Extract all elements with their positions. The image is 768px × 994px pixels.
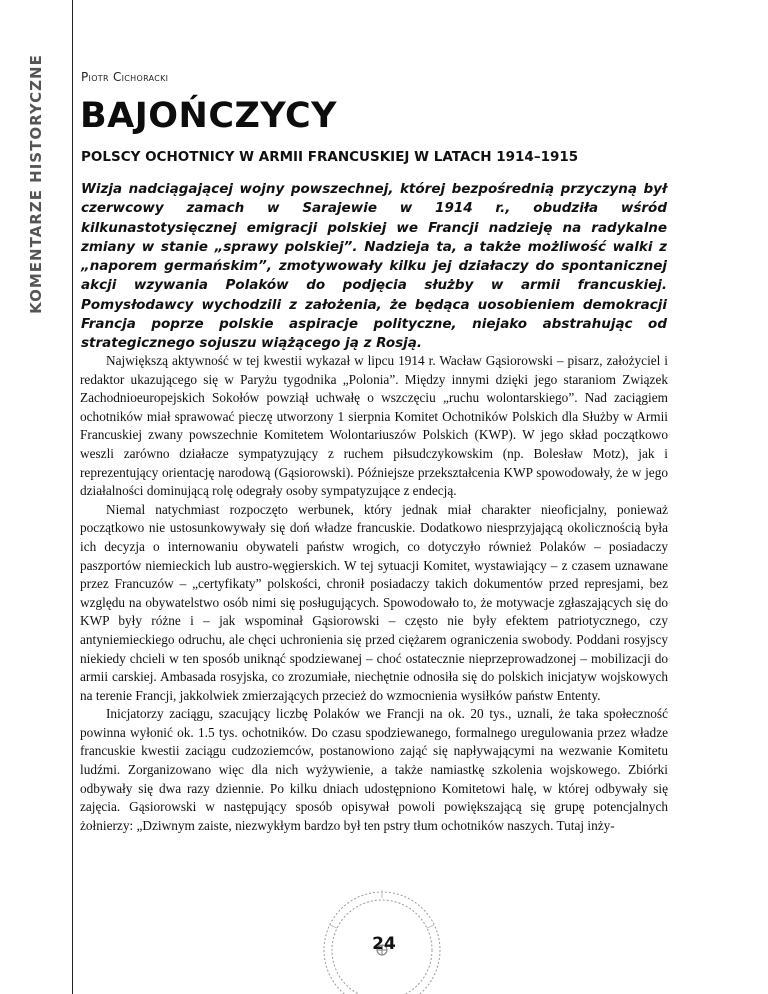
rail-divider <box>72 0 73 994</box>
body-paragraph: Niemal natychmiast rozpoczęto werbunek, który jednak miał charakter nieoficjalny, ponieważ początkowo nie ustosunkowywały się doń władze francuskie. Dodatkowo niesprzyjającą okolicznością była ich decyzja o internowaniu obywateli państw wrogich, co dotyczyło również Polaków – posiadaczy paszportów niemieckich lub austro-węgierskich. W tej sytuacji Komitet, wystawiający – z czasem uznawane przez Francuzów – „certyfikaty” polskości, chronił posiadaczy takich dokumentów przed represjami, bez względu na obywatelstwo osób nimi się posługujących. Spowodowało to, że motywacje zgłaszających się do KWP były różne i – jak wspominał Gąsiorowski – często nie były efektem patriotycznego, czy antyniemieckiego odruchu, ale chęci uchronienia się przed ciężarem ograniczenia swobody. Poddani rosyjscy niekiedy chcieli w ten sposób uniknąć spodziewanej – choć ostatecznie nieprzeprowadzonej – mobilizacji do armii carskiej. Ambasada rosyjska, co zrozumiałe, niechętnie odnosiła się do polskich inicjatyw wojskowych na terenie Francji, jakkolwiek zmierzających przecież do wzmocnienia wysiłków państw Ententy. <box>80 501 668 703</box>
body-paragraph: Największą aktywność w tej kwestii wykazał w lipcu 1914 r. Wacław Gąsiorowski – pisarz, założyciel i redaktor ukazującego się w Paryżu tygodnika „Polonia”. Między innymi dzięki jego staraniom Związek Zachodnioeuropejskich Sokołów powziął uchwałę o wszczęciu „ruchu wolontarskiego”. Nad zaciągiem ochotników miał sprawować pieczę utworzony 1 sierpnia Komitet Ochotników Polskich dla Służby w Armii Francuskiej zwany powszechnie Komitetem Wolontariuszów Polskich (KWP). W jego skład początkowo weszli zarówno działacze sympatyzujący z ruchem piłsudczykowskim (np. Bolesław Motz), jak i reprezentujący orientację narodową (Gąsiorowski). Późniejsze przekształcenia KWP spowodowały, że w jego działalności dominującą rolę odegrały osoby sympatyzujące z endecją. <box>80 353 668 499</box>
author-name: Piotr Cichoracki <box>81 70 169 84</box>
section-label: KOMENTARZE HISTORYCZNE <box>27 54 45 314</box>
article-lead: Wizja nadciągającej wojny powszechnej, której bezpośrednią przyczyną był czerwcowy zamach w Sarajewie w 1914 r., obudziła wśród kilkunastotysięcznej emigracji polskiej we Francji nadzieję na radykalne zmiany w stanie „sprawy polskiej”. Nadzieja ta, a także możliwość walki z „naporem germańskim”, zmotywowały kilku jej działaczy do spontanicznej akcji wzywania Polaków do podjęcia służby w armii francuskiej. Pomysłodawcy wychodzili z założenia, że będąca uosobieniem demokracji Francja poprze polskie aspiracje polityczne, niejako abstrahując od strategicznego sojuszu wiążącego ją z Rosją. <box>81 181 667 352</box>
article-body <box>80 352 668 835</box>
article-title: BAJOŃCZYCY <box>80 96 338 136</box>
section-rail <box>0 0 73 994</box>
page-number: 24 <box>372 934 396 954</box>
section-tag <box>22 54 50 314</box>
body-paragraph: Inicjatorzy zaciągu, szacujący liczbę Polaków we Francji na ok. 20 tys., uznali, że taka społeczność powinna wyłonić ok. 1.5 tys. ochotników. Do czasu spodziewanego, formalnego uregulowania przez władze francuskie kwestii zaciągu cudzoziemców, postanowiono zająć się napływającymi na wezwanie Komitetu ludźmi. Zorganizowano więc dla nich wyżywienie, a także namiastkę szkolenia wojskowego. Zbiórki odbywały się dwa razy dziennie. Po kilku dniach udostępniono Komitetowi halę, w której odbywały się zajęcia. Gąsiorowski w następujący sposób opisywał powoli powiększającą się grupę potencjalnych żołnierzy: „Dziwnym zaiste, niezwykłym bardzo był ten pstry tłum ochotników naszych. Tutaj inży- <box>80 706 668 833</box>
article-subtitle: POLSCY OCHOTNICY W ARMII FRANCUSKIEJ W LATACH 1914–1915 <box>81 149 579 165</box>
